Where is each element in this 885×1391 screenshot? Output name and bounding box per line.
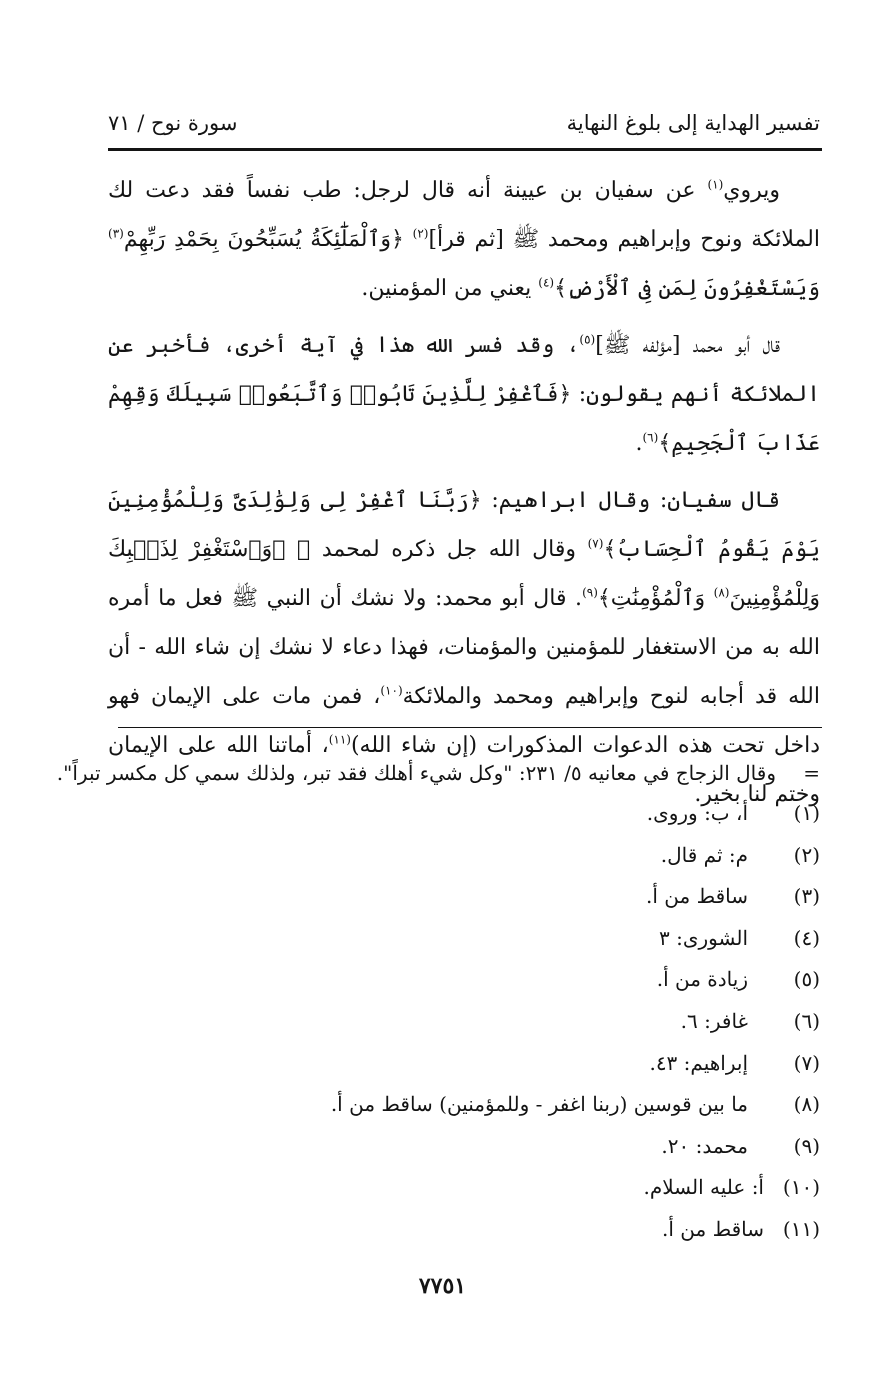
text-run: ، فمن مات على الإيمان فهو داخل تحت هذه الدعوات المذكورات (إن شاء الله)	[108, 684, 820, 758]
footnotes	[56, 753, 820, 1251]
header-rule	[108, 148, 822, 151]
footnote-number: (٦)	[793, 1008, 820, 1033]
footnote-item	[108, 793, 820, 835]
footnote-text: م: ثم قال.	[660, 842, 748, 867]
page-number: ٧٧٥١	[418, 1273, 467, 1299]
text-run: .	[635, 431, 643, 456]
footnote-number: (١٠)	[782, 1175, 820, 1200]
footnote-item	[108, 835, 820, 877]
text-run: يعني من المؤمنين.	[361, 276, 539, 301]
book-title: تفسير الهداية إلى بلوغ النهاية	[566, 111, 820, 135]
footnote-number: (٢)	[793, 842, 820, 867]
footnote-ref: (٨)	[713, 585, 730, 600]
footnote-ref: (٩)	[582, 585, 598, 600]
quran-verse: ﴿وَٱسْتَغْفِرْ لِذَنۢبِكَ وَلِلْمُؤْمِنِينَ	[108, 537, 820, 611]
footnote-item	[108, 918, 820, 960]
footnote-text: غافر: ٦.	[680, 1008, 748, 1033]
footnote-item	[108, 1167, 820, 1209]
text-run: قال أبو محمد [مؤلفه ﷺ]	[595, 333, 780, 358]
quran-verse: وَٱلْمُؤْمِنَٰتِ﴾	[597, 586, 714, 611]
footnote-text: ما بين قوسين (ربنا اغفر - وللمؤمنين) ساقط من أ.	[330, 1092, 748, 1117]
text-run: ، أماتنا الله على الإيمان وختم لنا بخير.	[108, 733, 820, 807]
text-run: وقال الله جل ذكره لمحمد ﷺ	[285, 537, 588, 562]
footnote-text: محمد: ٢٠.	[661, 1133, 748, 1158]
footnote-number: (٥)	[793, 967, 820, 992]
footnote-number: (١)	[793, 801, 820, 825]
quran-verse: ﴿رَبَّنَا ٱغْفِرْ لِى وَلِوَٰلِدَىَّ وَلِلْمُؤْمِنِينَ يَوْمَ يَقُومُ ٱلْحِسَابُ﴾	[108, 488, 820, 562]
footnote-number: (٧)	[793, 1050, 820, 1075]
footnote-item	[108, 1209, 820, 1251]
continuation-mark: =	[803, 761, 820, 785]
running-header	[108, 105, 820, 145]
continuation-text: وقال الزجاج في معانيه ٥/ ٢٣١: "وكل شيء أهلك فقد تبر، ولذلك سمي كل مكسر تبراً".	[56, 761, 776, 785]
footnote-continuation	[56, 753, 820, 793]
footnote-ref: (٢)	[412, 226, 429, 241]
text-run: عن سفيان بن عيينة أنه قال لرجل: طب نفساً فقد دعت لك الملائكة ونوح وإبراهيم ومحمد ﷺ [ثم قرأ]	[108, 178, 820, 252]
quran-verse: ﴿فَٱغْفِرْ لِلَّذِينَ تَابُوا۟ وَٱتَّبَعُوا۟ سَبِيلَكَ وَقِهِمْ عَذَابَ ٱلْجَحِيمِ﴾	[108, 382, 820, 456]
footnote-text: ساقط من أ.	[662, 1216, 764, 1241]
footnote-ref: (١)	[707, 177, 724, 192]
paragraph-1	[108, 166, 820, 313]
quran-verse: ﴿وَٱلْمَلَٰٓئِكَةُ يُسَبِّحُونَ بِحَمْدِ رَبِّهِمْ	[123, 227, 413, 252]
footnote-text: أ، ب: وروى.	[646, 801, 748, 825]
footnote-number: (٨)	[793, 1092, 820, 1117]
footnote-text: الشورى: ٣	[659, 925, 748, 950]
footnote-item	[108, 1084, 820, 1126]
text-run: . قال أبو محمد: ولا نشك أن النبي ﷺ فعل ما أمره الله به من الاستغفار للمؤمنين والمؤمنات، فهذا دعاء لا نشك إن شاء الله - أن الله قد أجابه لنوح وإبراهيم ومحمد والملائكة	[108, 586, 820, 709]
footnote-text: ساقط من أ.	[646, 884, 748, 909]
footnote-text: إبراهيم: ٤٣.	[649, 1050, 748, 1075]
footnote-number: (٣)	[793, 884, 820, 909]
footnote-ref: (٧)	[587, 536, 604, 551]
paragraph-2	[108, 321, 820, 468]
footnote-number: (١١)	[782, 1216, 820, 1241]
surah-page-label: سورة نوح / ٧١	[108, 111, 238, 135]
footnote-ref: (٦)	[642, 430, 659, 445]
footnote-text: أ: عليه السلام.	[643, 1175, 764, 1200]
footnote-ref: (١١)	[328, 732, 351, 747]
text-run: ، وقد فسر الله هذا في آية أخرى، فأخبر عن الملائكة أنهم يقولون:	[108, 333, 820, 407]
footnote-item	[108, 1001, 820, 1043]
footnote-text: زيادة من أ.	[656, 967, 748, 992]
footnote-ref: (١٠)	[380, 683, 403, 698]
footnote-item	[108, 959, 820, 1001]
footnote-item	[108, 1126, 820, 1168]
footnote-item	[108, 1043, 820, 1085]
footnote-separator	[118, 727, 822, 728]
footnote-number: (٤)	[793, 925, 820, 950]
footnote-number: (٩)	[793, 1133, 820, 1158]
footnote-ref: (٣)	[108, 226, 124, 241]
footnote-ref: (٤)	[538, 275, 555, 290]
text-run: ويروي	[723, 178, 780, 203]
quran-verse: وَيَسْتَغْفِرُونَ لِمَن فِى ٱلْأَرْضِ﴾	[554, 276, 820, 301]
footnote-item	[108, 876, 820, 918]
footnote-ref: (٥)	[579, 332, 596, 347]
text-run: قال سفيان: وقال ابراهيم:	[481, 488, 780, 513]
